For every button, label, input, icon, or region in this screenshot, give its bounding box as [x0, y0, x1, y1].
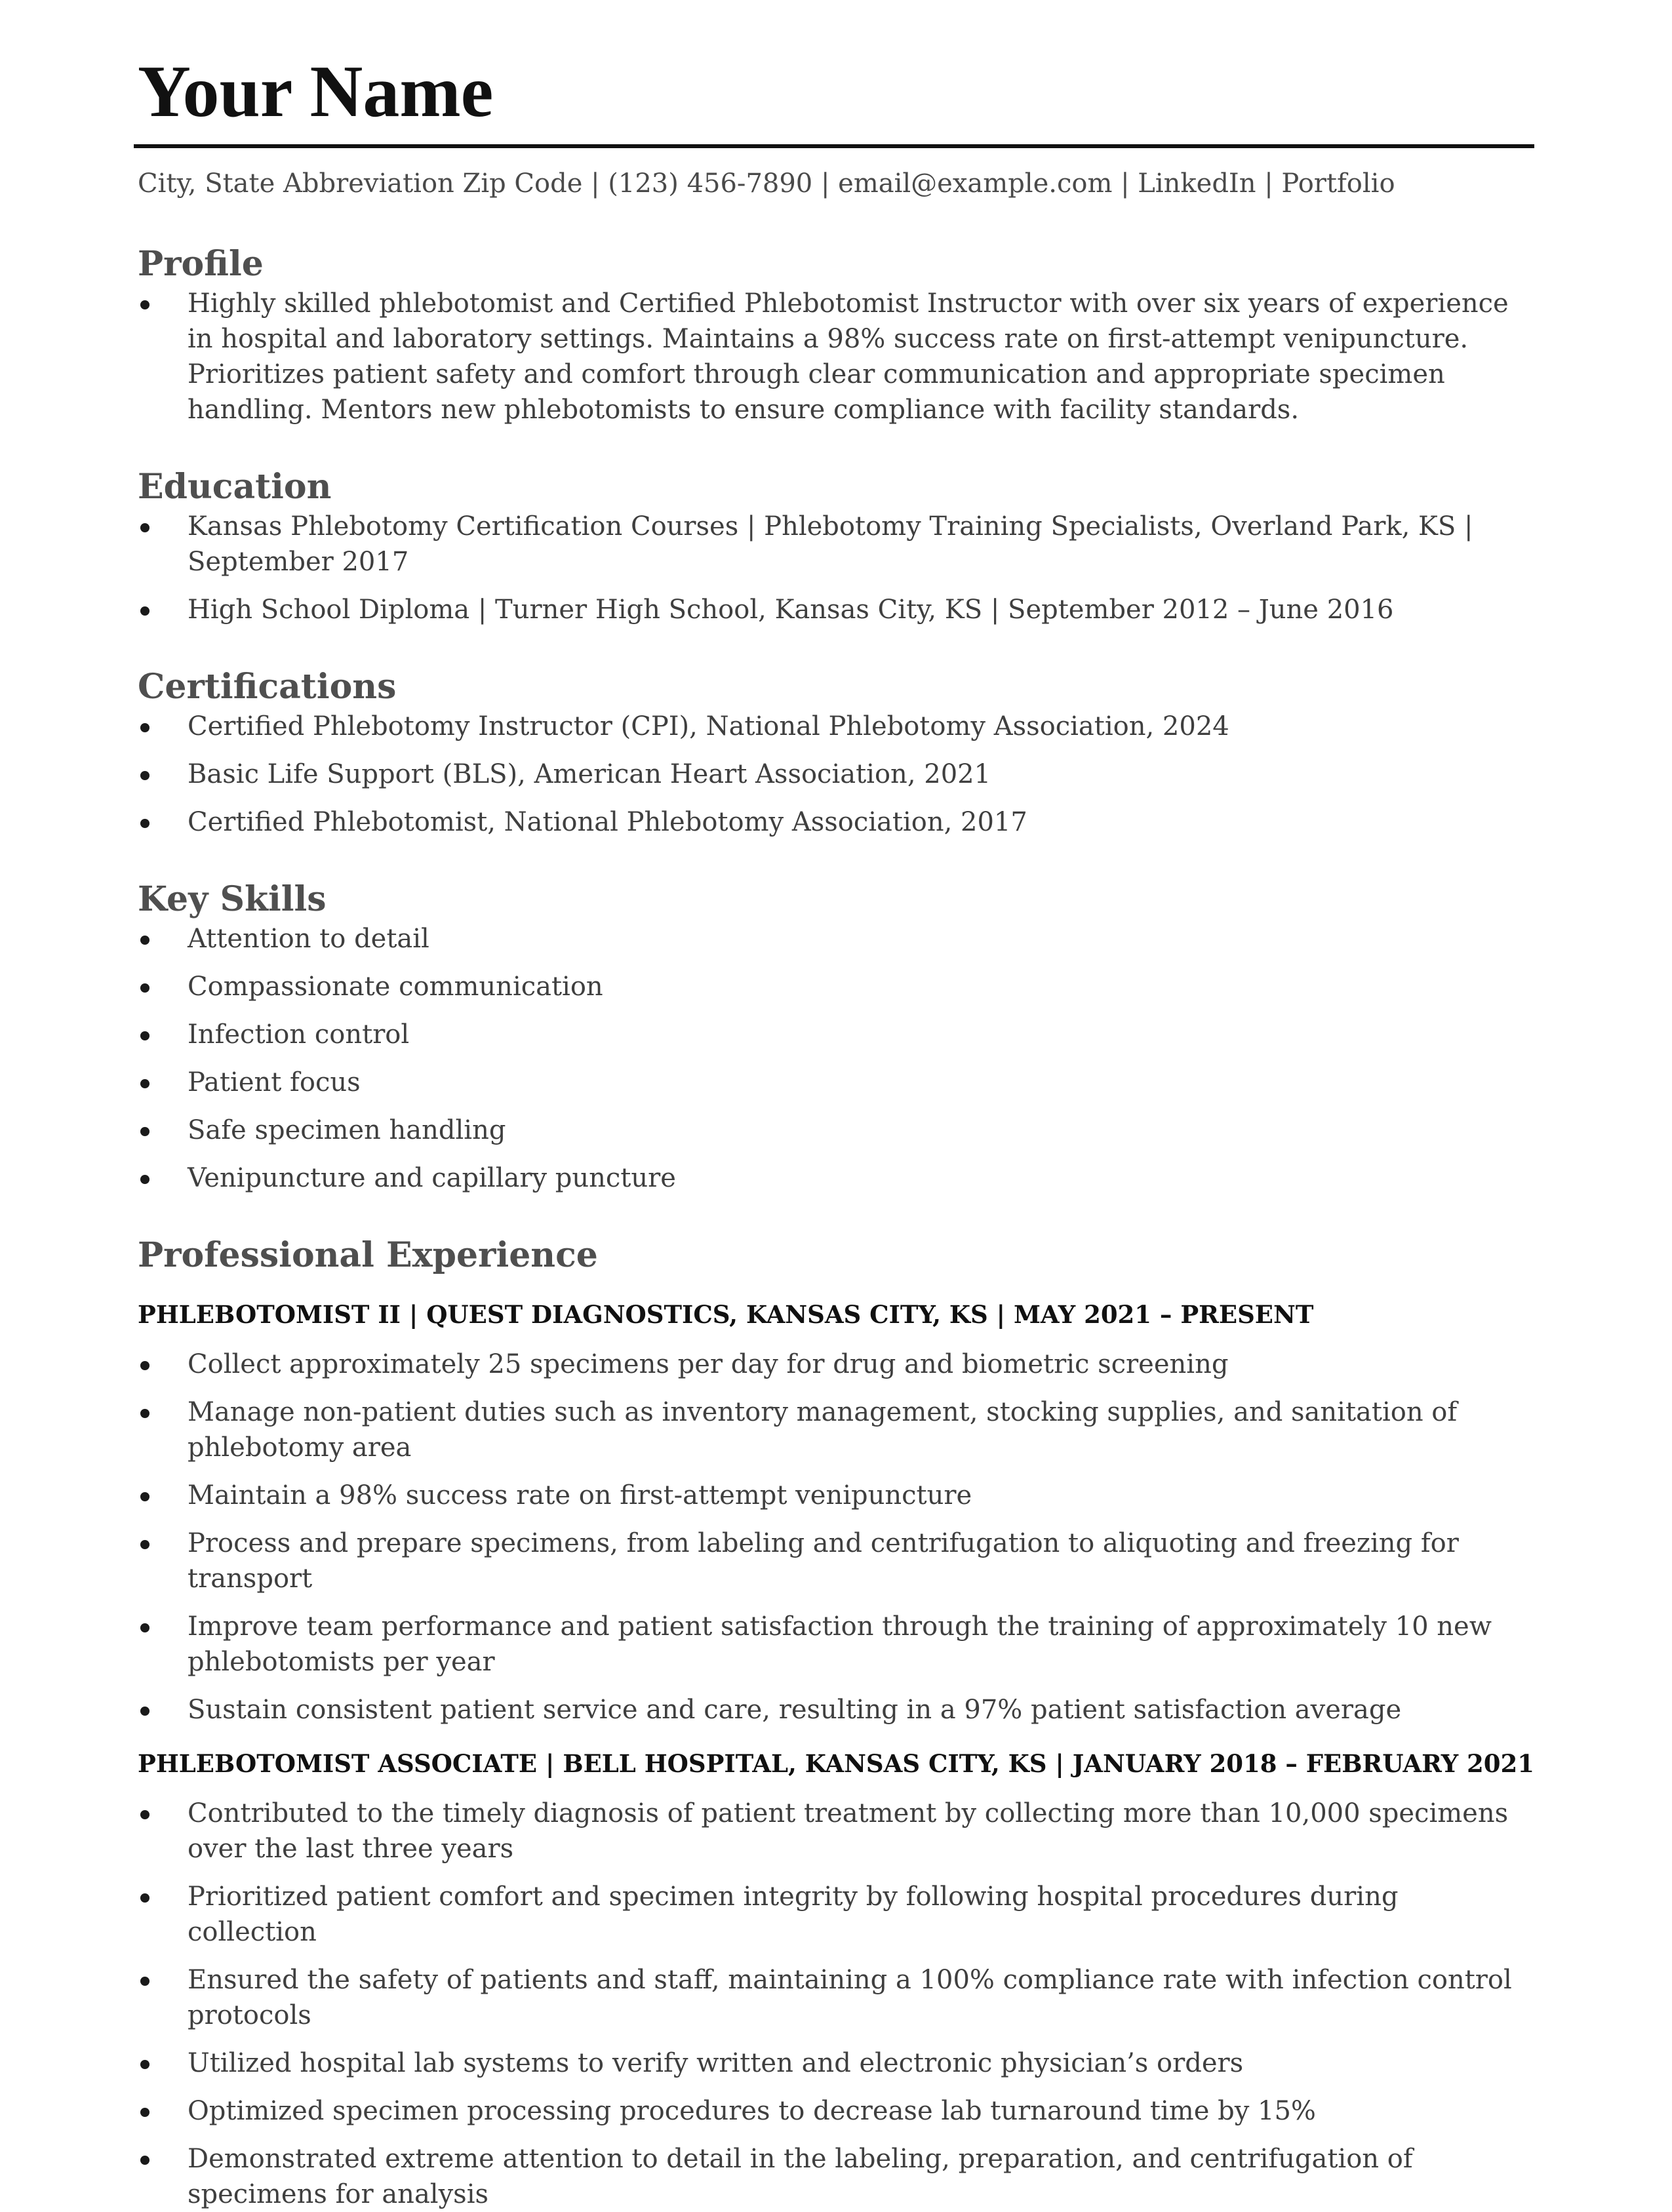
list-item: Collect approximately 25 specimens per day for drug and biometric screening: [138, 1347, 1534, 1382]
list-item: Patient focus: [138, 1065, 1534, 1100]
contact-line: City, State Abbreviation Zip Code | (123) 456-7890 | email@example.com | LinkedIn | Portfolio: [138, 168, 1395, 199]
list-item: Demonstrated extreme attention to detail in the labeling, preparation, and centrifugation of specimens for analysis: [138, 2141, 1534, 2212]
list-item: High School Diploma | Turner High School, Kansas City, KS | September 2012 – June 2016: [138, 592, 1534, 627]
certifications-list: [138, 709, 1534, 840]
skills-section: [138, 878, 1534, 1196]
education-section: [138, 465, 1534, 627]
resume-page: [138, 46, 1534, 2212]
list-item: Maintain a 98% success rate on first-attempt venipuncture: [138, 1478, 1534, 1513]
experience-section: [138, 1234, 1534, 2212]
list-item: Utilized hospital lab systems to verify written and electronic physician’s orders: [138, 2045, 1534, 2081]
job-heading: PHLEBOTOMIST ASSOCIATE | BELL HOSPITAL, KANSAS CITY, KS | JANUARY 2018 – FEBRUARY 2021: [138, 1749, 1534, 1778]
list-item: Infection control: [138, 1017, 1534, 1052]
list-item: Improve team performance and patient satisfaction through the training of approximately 10 new phlebotomists per year: [138, 1609, 1534, 1680]
job-heading: PHLEBOTOMIST II | QUEST DIAGNOSTICS, KANSAS CITY, KS | MAY 2021 – PRESENT: [138, 1300, 1314, 1329]
section-title-education: Education: [138, 467, 332, 507]
list-item: Prioritized patient comfort and specimen integrity by following hospital procedures during collection: [138, 1879, 1534, 1950]
profile-list: [138, 286, 1534, 427]
list-item: Contributed to the timely diagnosis of patient treatment by collecting more than 10,000 specimens over the last three years: [138, 1796, 1534, 1866]
section-title-skills: Key Skills: [138, 879, 327, 919]
education-list: [138, 509, 1534, 627]
list-item: Optimized specimen processing procedures to decrease lab turnaround time by 15%: [138, 2093, 1534, 2129]
list-item: Attention to detail: [138, 921, 1534, 957]
list-item: Highly skilled phlebotomist and Certified Phlebotomist Instructor with over six years of experience in hospital and laboratory settings. Maintains a 98% success rate on first-attempt venipuncture. Prioritizes patient safety and comfort through clear communication and appropriate specimen handling. Mentors new phlebotomists to ensure compliance with facility standards.: [138, 286, 1534, 427]
list-item: Compassionate communication: [138, 969, 1534, 1004]
list-item: Basic Life Support (BLS), American Heart Association, 2021: [138, 757, 1534, 792]
profile-section: [138, 243, 1534, 427]
header-divider: [134, 144, 1534, 148]
list-item: Certified Phlebotomy Instructor (CPI), National Phlebotomy Association, 2024: [138, 709, 1534, 744]
list-item: Kansas Phlebotomy Certification Courses | Phlebotomy Training Specialists, Overland Park, KS | September 2017: [138, 509, 1534, 580]
list-item: Ensured the safety of patients and staff, maintaining a 100% compliance rate with infection control protocols: [138, 1962, 1534, 2033]
section-title-certifications: Certifications: [138, 667, 397, 707]
certifications-section: [138, 665, 1534, 840]
list-item: Venipuncture and capillary puncture: [138, 1160, 1534, 1196]
job-duties-list: [138, 1347, 1534, 1728]
list-item: Process and prepare specimens, from labeling and centrifugation to aliquoting and freezing for transport: [138, 1526, 1534, 1596]
resume-name: Your Name: [138, 51, 494, 132]
section-title-experience: Professional Experience: [138, 1235, 598, 1275]
section-title-profile: Profile: [138, 244, 264, 284]
job-duties-list: [138, 1796, 1534, 2212]
list-item: Sustain consistent patient service and care, resulting in a 97% patient satisfaction average: [138, 1692, 1534, 1728]
list-item: Safe specimen handling: [138, 1113, 1534, 1148]
list-item: Certified Phlebotomist, National Phlebotomy Association, 2017: [138, 804, 1534, 840]
skills-list: [138, 921, 1534, 1196]
list-item: Manage non-patient duties such as inventory management, stocking supplies, and sanitation of phlebotomy area: [138, 1394, 1534, 1465]
